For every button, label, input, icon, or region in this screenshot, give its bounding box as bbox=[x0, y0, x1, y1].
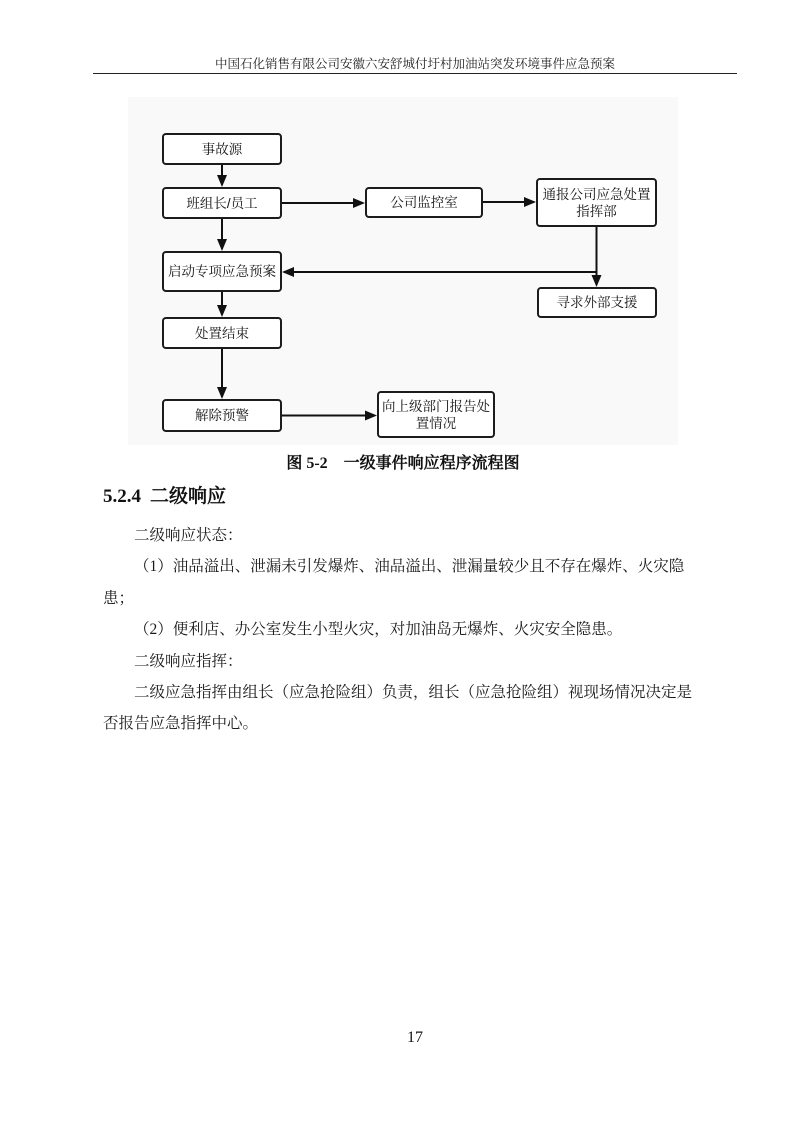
body-text bbox=[103, 520, 699, 740]
paragraph: 二级应急指挥由组长（应急抢险组）负责，组长（应急抢险组）视现场情况决定是否报告应急指挥中心。 bbox=[103, 684, 693, 733]
flow-node-activate-special-plan: 启动专项应急预案 bbox=[162, 251, 282, 292]
page-number: 17 bbox=[407, 1029, 423, 1046]
flow-node-seek-external-support: 寻求外部支援 bbox=[537, 287, 657, 318]
figure-caption: 图 5-2 一级事件响应程序流程图 bbox=[286, 455, 520, 472]
flowchart-figure bbox=[128, 97, 678, 445]
flow-node-accident-source: 事故源 bbox=[162, 133, 282, 165]
flow-node-disposal-finished: 处置结束 bbox=[162, 317, 282, 349]
section-heading bbox=[103, 481, 226, 508]
flow-node-company-monitor-room: 公司监控室 bbox=[365, 187, 483, 218]
flow-node-report-to-superior: 向上级部门报告处置情况 bbox=[377, 391, 495, 438]
document-header-title: 中国石化销售有限公司安徽六安舒城付圩村加油站突发环境事件应急预案 bbox=[214, 57, 615, 71]
flow-node-shift-leader-staff: 班组长/员工 bbox=[162, 187, 282, 219]
paragraph: （1）油品溢出、泄漏未引发爆炸、油品溢出、泄漏量较少且不存在爆炸、火灾隐患； bbox=[103, 558, 685, 607]
paragraph: 二级响应状态： bbox=[134, 527, 243, 544]
paragraph: （2）便利店、办公室发生小型火灾，对加油岛无爆炸、火灾安全隐患。 bbox=[134, 621, 623, 639]
flow-node-lift-early-warning: 解除预警 bbox=[162, 399, 282, 432]
flow-node-notify-company-emergency-hq: 通报公司应急处置指挥部 bbox=[536, 178, 657, 227]
paragraph: 二级响应指挥： bbox=[134, 652, 243, 670]
header-divider bbox=[93, 73, 737, 74]
section-number: 5.2.4 bbox=[103, 486, 141, 507]
section-title: 二级响应 bbox=[150, 486, 227, 507]
